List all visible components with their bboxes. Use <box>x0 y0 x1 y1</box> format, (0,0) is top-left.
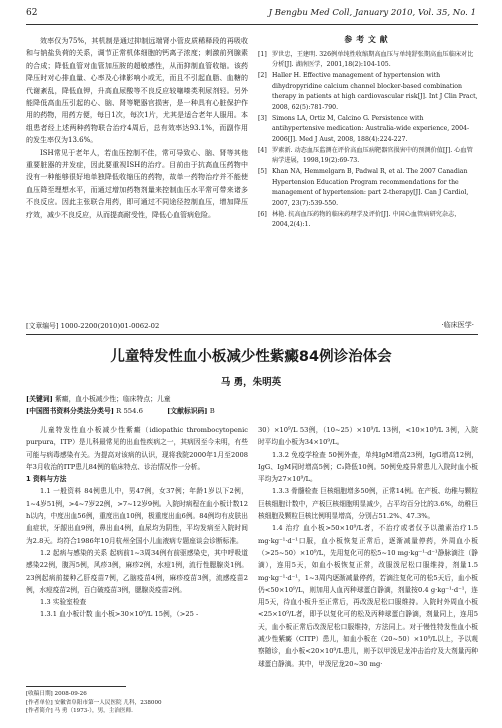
reference-number: [4] <box>258 146 267 154</box>
paragraph: 效率仅为75%，其机制是通过抑制远端肾小管皮质稀释段的再吸收和与钠盐负荷的关系，调节正常机体细胞的钙离子浓度；刺激前列腺素的合成；降低血管对血管加压胺的超敏感性，从而抑制血管收缩。该药降压时对心排血量、心率及心律影响小或无，而且不引起血脂、血糖的代谢紊乱，降低血钾，升高血尿酸等不良反应较噻嗪类利尿剂轻。另外能降低高血压引起的心、脑、肾等靶器官损害，是一种具有心脏保护作用的药物，用药方便，每日1次，每次1片，尤其是适合老年人服用。本组患者经上述两种药物联合治疗4周后，总有效率达93.1%，而副作用的发生率仅为13.6%。 <box>26 37 248 145</box>
section-heading: 1 资料与方法 <box>26 475 67 484</box>
reference-item <box>258 114 478 146</box>
reference-item <box>258 146 478 167</box>
subsection-heading: 1.3 实验室检查 <box>40 598 87 607</box>
reference-number: [2] <box>258 72 267 79</box>
keywords <box>26 393 171 403</box>
article-body-left <box>26 424 248 621</box>
keywords-label: [关键词] <box>26 395 53 403</box>
document-mark: B <box>209 407 215 415</box>
references-title: 参考文献 <box>344 35 392 44</box>
document-mark-label: [文献标识码] <box>167 407 208 415</box>
paragraph: 1.4 治疗 血小板>50×10⁹/L者，不治疗或者仅予以激素治疗1.5 mg·kg⁻¹·d⁻¹口服，血小板恢复正常后，逐渐减量停药，外周血小板（>25~50）×10⁹/L，先用复化可的松5~10 mg·kg⁻¹·d⁻¹静脉滴注（静滴），连用5天，如血小板恢复正常，改服泼尼松口服维持，剂量1.5 mg·kg⁻¹·d⁻¹，1~3周内逐渐减量停药，若滴注复化可的松5天后，血小板仍<50×10⁹/L，则加用人血丙种球蛋白静滴，剂量按0.4 g·kg⁻¹·d⁻¹，连用5天，待血小板升至正常后，再改泼尼松口服维持。入院时外周血小板<25×10⁹/L者，即予以复化可的松及丙种球蛋白静滴，剂量同上，连用5天，血小板正常后改泼尼松口服维持，方法同上。对于慢性特发性血小板减少性紫癜（CITP）患儿，如血小板在（20~50）×10⁹/L以上，予以观察随诊，血小板<20×10⁹/L患儿，则予以甲泼尼龙冲击治疗及大剂量丙种球蛋白静滴。其中，甲泼尼龙20~30 mg· <box>258 524 478 668</box>
reference-text: 罗素新. 动态血压监测在评价高血压病靶器官损害中的预测价值[J]. 心血管病学进展，1998,19(2):69-73. <box>272 146 473 164</box>
author-bio: [作者简介] 马 勇（1973-），男，主治医师. <box>26 708 133 714</box>
paragraph: 1.3.1 血小板计数 血小板>30×10⁹/L 15例，（>25 - <box>40 610 199 619</box>
article-body-right <box>258 424 478 670</box>
reference-number: [3] <box>258 114 267 122</box>
reference-item <box>258 210 478 231</box>
received-date: [收稿日期] 2008-09-26 <box>26 691 87 697</box>
journal-header: J Bengbu Med Coll, January 2010, Vol. 35, No. 1 <box>268 8 476 18</box>
continued-article-text <box>26 35 248 221</box>
article-authors: 马 勇，朱明英 <box>220 377 282 388</box>
paragraph: 1.3.2 免疫学检查 50例外查，单纯IgM增高23例，IgG增高12例，IgG、IgM同时增高5例；C₃降低10例。50例免疫异常患儿入院时血小板平均为27×10⁹/L。 <box>258 450 478 484</box>
reference-item <box>258 167 478 209</box>
reference-item <box>258 50 478 71</box>
reference-text: Khan NA, Hemmelgarn B, Padwal R, et al. The 2007 Canadian Hypertension Education Program recommendations for the management of hypertension: part 2-therapy[J]. Can J Cardiol, 2007, 23(7):539-550. <box>272 168 469 207</box>
article-title: 儿童特发性血小板减少性紫癜84例诊治体会 <box>110 349 392 365</box>
paragraph: 1.2 起病与感染的关系 起病前1~3周34例有前驱感染史，其中呼吸道感染22例，腹泻5例，风疹3例，麻疹2例，水痘1例，流行性腮腺炎1例。23例起病前接种乙肝疫苗7例，乙脑疫苗4例，麻疹疫苗3例，流感疫苗2例，水痘疫苗2例，百白破疫苗3例，腮腺炎疫苗2例。 <box>26 548 248 594</box>
reference-number: [1] <box>258 50 267 58</box>
classification <box>26 405 215 415</box>
footnote <box>26 690 248 716</box>
section-rule <box>26 334 478 335</box>
footnote-rule <box>26 686 126 687</box>
paragraph: 1.1 一般资料 84例患儿中，男47例，女37例；年龄1岁以下2例，1~4岁51例，>4~7岁22例，>7~12岁9例。入院时病程在血小板计数12 h以内，中度出血56例，重度出血10例，极重度出血6例。84例均有皮肤出血症状，牙龈出血9例，鼻出血4例，血尿均为阴性，平均发病至入院时间为2.8天。均符合1986年10月杭州全国小儿血液病专题座谈会诊断标准。 <box>26 487 248 545</box>
references <box>258 35 478 231</box>
reference-number: [5] <box>258 168 267 175</box>
reference-text: 林艳. 抗高血压药物的临床药理学及评价[J]. 中国心血管病研究杂志，2004,2(4):1. <box>272 210 461 228</box>
keywords-value: 紫癜，血小板减少性；临床特点；儿童 <box>55 395 171 403</box>
classification-code: R 554.6 <box>116 407 143 415</box>
page-number: 62 <box>26 8 38 18</box>
classification-label: [中国图书资料分类法分类号] <box>26 407 114 415</box>
reference-text: 罗世忠，王建明. 326例单纯性收缩期高血压与单纯舒张期高血压临床对比分析[J]. 湖南医学，2001,18(2):104-105. <box>272 50 474 68</box>
reference-number: [6] <box>258 210 267 218</box>
section-tag: ·临床医学· <box>441 321 474 329</box>
reference-text: Simons LA, Ortiz M, Calcino G. Persistence with antihypertensive medication: Australia-wide experience, 2004-2006[J]. Med J Aust, 2008, 188(4):224-227. <box>272 114 470 143</box>
paragraph: 1.3.3 骨髓检查 巨核细胞增多50例，正常14例。在产板、幼稚与颗粒巨核细胞计数中，产板巨核细胞明显减少，占平均百分比的3.6%，幼稚巨核细胞及颗粒巨核比例明显增高，分别占51.2%、47.3%。 <box>258 487 478 521</box>
paragraph: 30）×10⁹/L 53例，（10~25）×10⁹/L 13例，<10×10⁹/L 3例，入院时平均血小板为34×10⁹/L。 <box>258 426 478 447</box>
reference-text: Haller H. Effective management of hypertension with dihydropyridine calcium channel blocker-based combination therapy in patients at high cardiovascular risk[J]. Int J Clin Pract, 2008, 62(5):781-790. <box>272 72 478 111</box>
paragraph: 儿童特发性血小板减少性紫癜（idiopathic thrombocytopenic purpura，ITP）是儿科最常见的出血性疾病之一，其病因至今未明，有些可能与病毒感染有关。为提高对该病的认识，现将我院2000年1月至2008年3月收治的ITP患儿84例的临床特点、诊治情况作一分析。 <box>26 426 248 471</box>
author-affiliation: [作者单位] 安徽省阜阳市第一人民医院 儿科，238000 <box>26 699 162 706</box>
header-rule <box>26 24 478 25</box>
reference-item <box>258 71 478 113</box>
paragraph: ISH常见于老年人，若血压控制不佳，常可导致心、脑、肾等其他重要脏器的并发症，因此要重视ISH的治疗。目前由于抗高血压药物中没有一种能够很好地单独降低收缩压的药物，故单一药物治疗并不能使血压降至理想水平，而通过增加药物剂量来控制血压水平常可带来诸多不良反应。因此主张联合用药，即可通过不同途径控制血压，增加降压疗效，减少不良反应，从而提高耐受性，降低心血管病危险。 <box>26 148 248 219</box>
article-number: [文章编号] 1000-2200(2010)01-0062-02 <box>26 322 160 330</box>
